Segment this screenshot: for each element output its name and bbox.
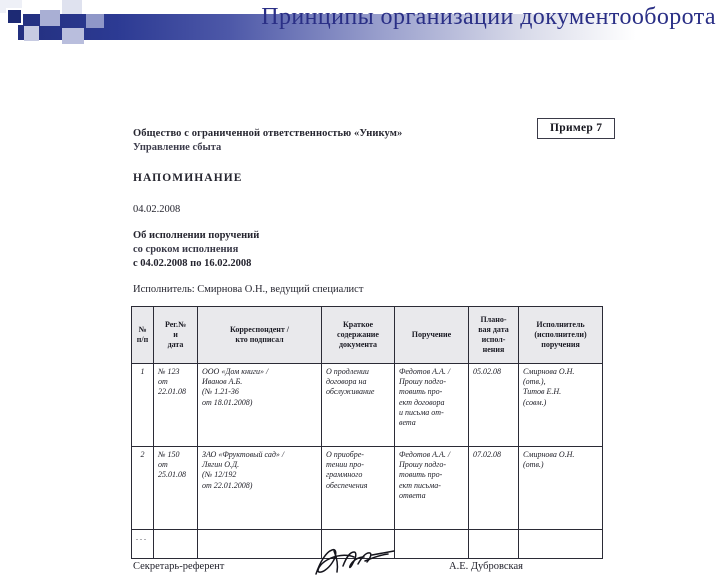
cell-reg-number	[154, 364, 198, 447]
text-line: кто подписал	[235, 335, 284, 344]
text-line: п/п	[136, 335, 149, 344]
text-line: и	[173, 329, 178, 339]
assignments-table	[131, 306, 603, 559]
signature-position: Секретарь-референт	[133, 561, 225, 572]
text-line: от	[158, 460, 168, 470]
cell-performers	[519, 447, 603, 530]
text-line: Иванов А.Б.	[202, 377, 243, 387]
handwritten-signature-icon	[310, 544, 406, 580]
signature-name: А.Е. Дубровская	[449, 561, 523, 572]
text-line: Лягин О.Д.	[202, 460, 240, 470]
text-line: (отв.)	[523, 460, 544, 470]
text-line: граммного	[326, 470, 363, 480]
table-body	[132, 364, 603, 559]
cell-performers	[519, 364, 603, 447]
document-kind-heading: НАПОМИНАНИЕ	[133, 172, 243, 184]
text-line: Титов Е.Н.	[523, 387, 562, 397]
document-subject-line-3: с 04.02.2008 по 16.02.2008	[133, 258, 252, 269]
text-line: вая дата	[478, 324, 509, 334]
cell-empty	[198, 530, 322, 559]
text-line: Исполнитель	[536, 319, 585, 329]
example-badge: Пример 7	[537, 118, 615, 139]
text-line: ЗАО «Фруктовый сад» /	[202, 450, 285, 459]
table-row	[132, 447, 603, 530]
organization-name-line: Общество с ограниченной ответственностью «Уникум»	[133, 128, 403, 139]
text-line: Прошу подго-	[399, 460, 447, 470]
text-line: (№ 1.21-36	[202, 387, 239, 397]
table-row	[132, 364, 603, 447]
document-executor-line: Исполнитель: Смирнова О.Н., ведущий специалист	[133, 284, 364, 295]
text-line: Поручение	[411, 329, 452, 339]
document-subject-line-1: Об исполнении поручений	[133, 230, 260, 241]
text-line: содержание	[337, 329, 379, 339]
cell-content	[322, 447, 395, 530]
text-line: товить про-	[399, 470, 443, 480]
text-line: № 150	[158, 450, 180, 459]
text-line: ект договора	[399, 397, 445, 407]
cell-correspondent	[198, 364, 322, 447]
text-line: от 18.01.2008)	[202, 397, 253, 407]
cell-empty	[154, 530, 198, 559]
cell-number: 1	[132, 364, 154, 447]
text-line: Прошу подго-	[399, 377, 447, 387]
text-line: О продлении	[326, 367, 369, 376]
page-title: Принципы организации документооборота	[261, 4, 716, 30]
text-line: дата	[167, 340, 184, 350]
table-header-plan-date	[469, 307, 519, 364]
cell-empty	[519, 530, 603, 559]
table-header-task	[395, 307, 469, 364]
cell-number: 2	[132, 447, 154, 530]
table-header-content	[322, 307, 395, 364]
cell-plan-date: 05.02.08	[469, 364, 519, 447]
text-line: Плано-	[480, 314, 507, 324]
table-header-row	[132, 307, 603, 364]
text-line: О приобре-	[326, 450, 364, 459]
text-line: (совм.)	[523, 397, 547, 407]
table-header-correspondent	[198, 307, 322, 364]
text-line: №	[138, 324, 147, 334]
text-line: тении про-	[326, 460, 364, 470]
cell-content	[322, 364, 395, 447]
table-header-number	[132, 307, 154, 364]
text-line: нения	[482, 345, 505, 355]
document-date: 04.02.2008	[133, 204, 181, 215]
table-header-reg-number	[154, 307, 198, 364]
text-line: обеспечения	[326, 480, 368, 490]
text-line: ект письма-	[399, 480, 441, 490]
text-line: обслуживание	[326, 387, 375, 397]
text-line: Корреспондент /	[229, 324, 290, 334]
organization-unit-line: Управление сбыта	[133, 142, 222, 153]
text-line: Смирнова О.Н.	[523, 367, 575, 376]
text-line: ООО «Дом книги» /	[202, 367, 269, 376]
text-line: и письма от-	[399, 407, 444, 417]
cell-task	[395, 447, 469, 530]
text-line: испол-	[481, 335, 506, 344]
cell-reg-number	[154, 447, 198, 530]
text-line: 25.01.08	[158, 470, 186, 480]
table-header-performers	[519, 307, 603, 364]
text-line: Федотов А.А. /	[399, 367, 451, 376]
cell-plan-date: 07.02.08	[469, 447, 519, 530]
cell-correspondent	[198, 447, 322, 530]
text-line: ответа	[399, 490, 426, 500]
text-line: Краткое	[342, 319, 374, 329]
document-subject-line-2: со сроком исполнения	[133, 244, 239, 255]
text-line: 22.01.08	[158, 387, 186, 397]
text-line: (№ 12/192	[202, 470, 237, 480]
cell-ellipsis: ...	[132, 530, 154, 559]
slide-header	[0, 0, 720, 56]
cell-task	[395, 364, 469, 447]
text-line: товить про-	[399, 387, 443, 397]
text-line: документа	[338, 340, 378, 350]
text-line: от 22.01.2008)	[202, 480, 253, 490]
text-line: № 123	[158, 367, 180, 376]
text-line: Федотов А.А. /	[399, 450, 451, 459]
text-line: (исполнители)	[534, 329, 587, 339]
text-line: от	[158, 377, 168, 387]
text-line: Рег.№	[164, 319, 187, 329]
cell-empty	[469, 530, 519, 559]
text-line: (отв.),	[523, 377, 546, 387]
text-line: Смирнова О.Н.	[523, 450, 575, 459]
text-line: вета	[399, 418, 416, 428]
text-line: договора на	[326, 377, 367, 387]
document-scan-image	[0, 56, 720, 572]
text-line: поручения	[541, 340, 580, 350]
